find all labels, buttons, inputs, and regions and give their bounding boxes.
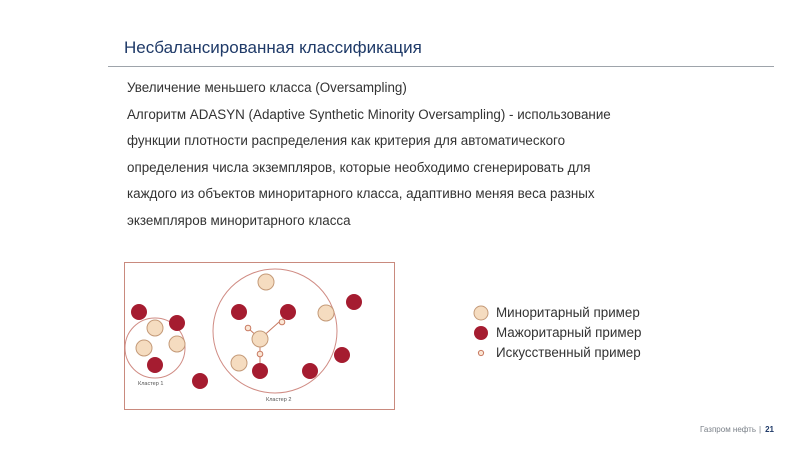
legend-label-synthetic: Искусственный пример [496, 345, 641, 360]
minority-sample [258, 274, 274, 290]
majority-sample [280, 304, 296, 320]
minority-sample [231, 355, 247, 371]
body-line: Увеличение меньшего класса (Oversampling) [127, 80, 407, 95]
legend-item-majority [473, 323, 641, 343]
majority-marker-icon [473, 325, 489, 341]
body-line: функции плотности распределения как критерия для автоматического [127, 133, 566, 148]
minority-sample [318, 305, 334, 321]
body-line: каждого из объектов миноритарного класса, адаптивно меняя веса разных [127, 186, 595, 201]
slide-title: Несбалансированная классификация [124, 38, 422, 57]
majority-sample [147, 357, 163, 373]
body-line: Алгоритм ADASYN (Adaptive Synthetic Minority Oversampling) - использование [127, 106, 611, 122]
majority-sample [131, 304, 147, 320]
adasyn-diagram [124, 262, 395, 410]
body-text [127, 75, 727, 234]
footer-company: Газпром нефть [700, 425, 757, 434]
majority-sample [169, 315, 185, 331]
legend-item-minority [473, 303, 641, 323]
legend [473, 303, 641, 363]
minority-sample [147, 320, 163, 336]
synthetic-sample [245, 325, 251, 331]
legend-label-majority: Мажоритарный пример [496, 325, 642, 340]
majority-sample [346, 294, 362, 310]
body-line: экземпляров миноритарного класса [127, 212, 351, 228]
minority-marker-icon [473, 305, 489, 321]
majority-sample [192, 373, 208, 389]
cluster-1-label: Кластер 1 [138, 381, 164, 387]
majority-sample [231, 304, 247, 320]
majority-sample [252, 363, 268, 379]
title-divider [108, 66, 774, 67]
synthetic-sample [257, 351, 263, 357]
adasyn-diagram-svg [124, 262, 395, 410]
minority-sample [252, 331, 268, 347]
legend-label-minority: Миноритарный пример [496, 305, 640, 320]
cluster-2-label: Кластер 2 [266, 397, 292, 403]
majority-sample [334, 347, 350, 363]
page-number: 21 [765, 425, 774, 434]
footer [700, 425, 774, 434]
minority-sample [136, 340, 152, 356]
body-line: определения числа экземпляров, которые необходимо сгенерировать для [127, 159, 591, 175]
legend-item-synthetic [473, 343, 641, 363]
synthetic-marker-icon [473, 345, 489, 361]
synthetic-sample [279, 319, 285, 325]
majority-sample [302, 363, 318, 379]
minority-sample [169, 336, 185, 352]
footer-separator: | [759, 425, 762, 434]
